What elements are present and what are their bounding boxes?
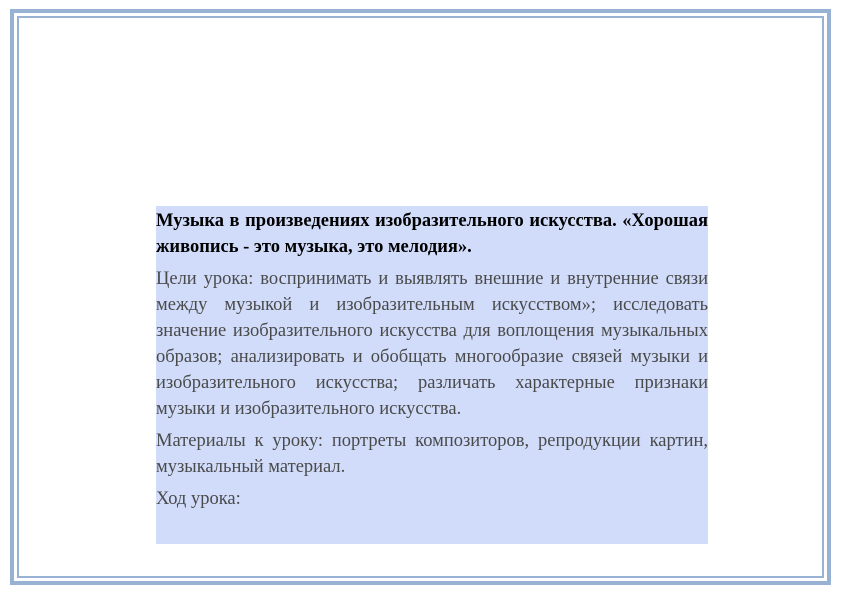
lesson-progress-heading: Ход урока:: [156, 489, 241, 509]
lesson-text-block: [156, 206, 708, 544]
lesson-materials: Материалы к уроку: портреты композиторов, репродукции картин, музыкальный материал.: [156, 431, 708, 477]
lesson-goals: Цели урока: воспринимать и выявлять внешние и внутренние связи между музыкой и изобразительным искусством»; исследовать значение изобразительного искусства для воплощения музыкальных образов; анализировать и обобщать многообразие связей музыки и изобразительного искусства; различать характерные признаки музыки и изобразительного искусства.: [156, 269, 708, 419]
lesson-title: Музыка в произведениях изобразительного искусства. «Хорошая живопись - это музыка, это мелодия».: [156, 211, 708, 257]
